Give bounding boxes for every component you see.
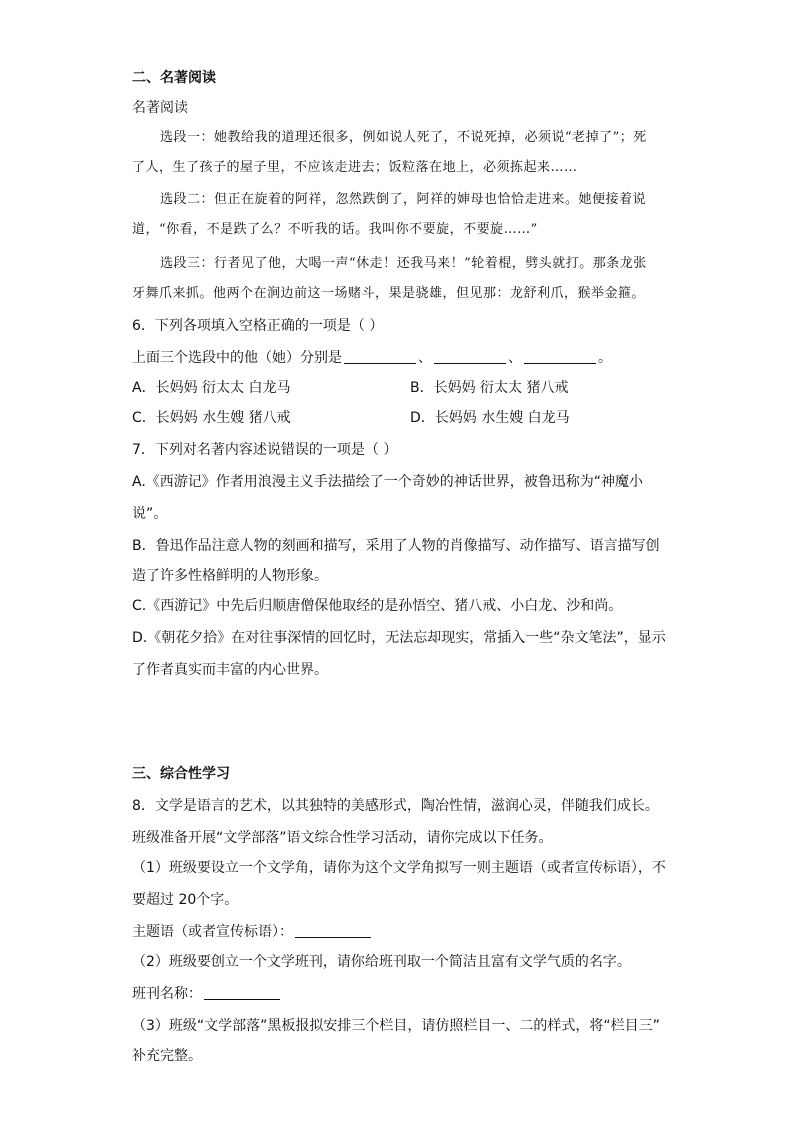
answer-blank-3[interactable] <box>524 349 596 364</box>
question-7-option-b-line-2: 造了许多性格鲜明的人物形象。 <box>132 568 328 584</box>
excerpt-3-line-2: 牙舞爪来抓。他两个在涧边前这一场赌斗，果是骁雄，但见那：龙舒利爪，猴举金箍。 <box>132 286 646 301</box>
task-1-line-2: 要超过 20个字。 <box>132 892 239 908</box>
excerpt-2-line-2: 道，“你看，不是跌了么？不听我的话。我叫你不要旋，不要旋……” <box>132 222 538 237</box>
section-subheading: 名著阅读 <box>132 100 188 116</box>
question-6-stem <box>132 348 612 368</box>
task-3-line-1: （3）班级“文学部落”黑板报拟安排三个栏目，请仿照栏目一、二的样式，将“栏目三” <box>132 1018 660 1034</box>
period: 。 <box>598 350 612 366</box>
separator: 、 <box>418 350 432 366</box>
journal-name-label: 班刊名称： <box>132 986 202 1002</box>
question-6: 6．下列各项填入空格正确的一项是（ ） <box>132 318 384 334</box>
question-7: 7．下列对名著内容述说错误的一项是（ ） <box>132 442 398 458</box>
task-1-line-1: （1）班级要设立一个文学角，请你为这个文学角拟写一则主题语（或者宣传标语），不 <box>132 860 666 876</box>
question-6-option-a: A．长妈妈 衍太太 白龙马 <box>132 380 291 396</box>
section-heading-classics: 二、名著阅读 <box>132 70 216 86</box>
question-8-line-1: 8．文学是语言的艺术，以其独特的美感形式，陶冶性情，滋润心灵，伴随我们成长。 <box>132 798 659 814</box>
question-7-option-a-line-1: A.《西游记》作者用浪漫主义手法描绘了一个奇妙的神话世界，被鲁迅称为“神魔小 <box>132 474 644 490</box>
question-7-option-a-line-2: 说”。 <box>132 506 168 522</box>
journal-name-blank[interactable] <box>204 985 280 1000</box>
excerpt-3-line-1: 选段三：行者见了他，大喝一声“休走！还我马来！”轮着棍，劈头就打。那条龙张 <box>160 256 647 271</box>
answer-blank-2[interactable] <box>434 349 506 364</box>
excerpt-2-line-1: 选段二：但正在旋着的阿祥，忽然跌倒了，阿祥的婶母也恰恰走进来。她便接着说 <box>160 192 647 207</box>
question-7-option-d-line-1: D.《朝花夕拾》在对往事深情的回忆时，无法忘却现实，常插入一些“杂文笔法”，显示 <box>132 630 666 646</box>
question-8-line-2: 班级准备开展“文学部落”语文综合性学习活动，请你完成以下任务。 <box>132 830 553 846</box>
question-6-option-b: B．长妈妈 衍太太 猪八戒 <box>410 380 569 396</box>
task-3-line-2: 补充完整。 <box>132 1048 202 1064</box>
section-heading-comprehensive: 三、综合性学习 <box>132 766 230 782</box>
question-7-option-c: C.《西游记》中先后归顺唐僧保他取经的是孙悟空、猪八戒、小白龙、沙和尚。 <box>132 598 623 614</box>
question-6-option-d: D．长妈妈 水生嫂 白龙马 <box>410 410 570 426</box>
question-6-stem-text: 上面三个选段中的他（她）分别是 <box>132 350 342 366</box>
answer-blank-1[interactable] <box>344 349 416 364</box>
question-7-option-d-line-2: 了作者真实而丰富的内心世界。 <box>132 662 328 678</box>
task-2-answer-row <box>132 984 282 1004</box>
separator: 、 <box>508 350 522 366</box>
task-2: （2）班级要创立一个文学班刊，请你给班刊取一个简洁且富有文学气质的名字。 <box>132 954 631 970</box>
theme-slogan-label: 主题语（或者宣传标语）： <box>132 924 293 940</box>
question-7-option-b-line-1: B．鲁迅作品注意人物的刻画和描写，采用了人物的肖像描写、动作描写、语言描写创 <box>132 538 660 554</box>
excerpt-1-line-1: 选段一：她教给我的道理还很多，例如说人死了，不说死掉，必须说“老掉了”；死 <box>160 130 647 145</box>
excerpt-1-line-2: 了人，生了孩子的屋子里，不应该走进去；饭粒落在地上，必须拣起来…… <box>132 160 578 175</box>
question-6-option-c: C．长妈妈 水生嫂 猪八戒 <box>132 410 291 426</box>
theme-slogan-blank[interactable] <box>295 923 371 938</box>
task-1-answer-row <box>132 922 373 942</box>
